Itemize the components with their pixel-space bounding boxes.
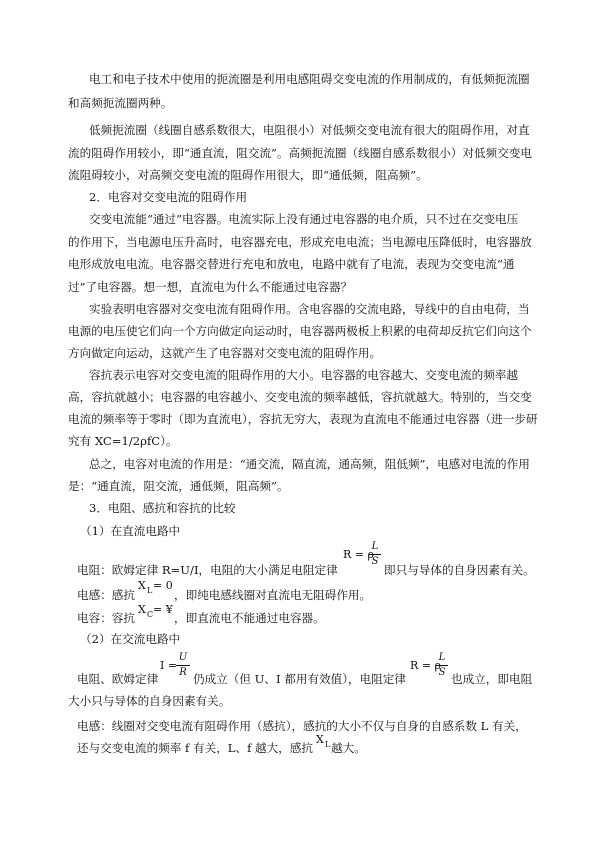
ac-inductance-line-2: 还与交变电流的频率 f 有关，L、f 越大，感抗	[77, 741, 314, 755]
ac-ohm-frac-bar	[176, 665, 190, 666]
dc-resistance-tail: 即只与导体的自身因素有关。	[384, 563, 535, 577]
ac-resistance-formula-lhs: R = ρ	[410, 659, 441, 672]
ac-ohm-frac-den: R	[179, 667, 187, 678]
dc-inductance-text: 电感：感抗	[77, 588, 135, 602]
dc-subheading: （1）在直流电路中	[80, 524, 181, 538]
section-heading-2: 2．电容对交变电流的阻碍作用	[89, 190, 248, 204]
intro-line-1: 电工和电子技术中使用的扼流圈是利用电感阻碍交变电流的作用制成的，有低频扼流圈	[89, 72, 530, 86]
section-heading-3: 3．电阻、感抗和容抗的比较	[89, 501, 236, 515]
ac-inductance-subscript: L	[325, 740, 331, 749]
dc-capacitance-text: 电容：容抗	[77, 611, 135, 625]
low-high-line-2: 流的阻碍作用较小，即“通直流，阻交流”。高频扼流圈（线圈自感系数很小）对低频交变电	[68, 146, 533, 160]
pass-line-1: 交变电流能“通过”电容器。电流实际上没有通过电容器的电介质，只不过在交变电压	[89, 212, 519, 226]
dc-inductance-symbol: X	[138, 579, 146, 592]
experiment-line-2: 电源的电压使它们向一个方向做定向运动时，电容器两极板上积累的电荷却反抗它们向这个	[68, 324, 532, 338]
ac-ohm-lhs: I =	[160, 659, 178, 672]
ac-resistance-frac-num: L	[438, 652, 446, 663]
pass-line-3: 电形成放电电流。电容器交替进行充电和放电，电路中就有了电流，表现为交变电流“通	[68, 257, 515, 271]
dc-capacitance-tail: ，即直流电不能通过电容器。	[174, 611, 325, 625]
intro-line-2: 和高频扼流圈两种。	[68, 96, 173, 110]
low-high-line-3: 流阻碍较小，对高频交变电流的阻碍作用很大，即“通低频，阻高频”。	[68, 168, 428, 182]
dc-capacitance-symbol: X	[138, 603, 146, 616]
ac-resistance-line-2: 大小只与导体的自身因素有关。	[68, 694, 231, 708]
ac-resistance-mid: 仍成立（但 U、I 都用有效值），电阻定律	[193, 672, 407, 686]
ac-resistance-frac-den: S	[438, 667, 446, 678]
summary-line-1: 总之，电容对电流的作用是：“通交流，隔直流，通高频，阻低频”，电感对电流的作用	[89, 457, 530, 471]
dc-resistance-frac-bar	[369, 554, 381, 555]
ac-inductance-line-1: 电感：线圈对交变电流有阻碍作用（感抗），感抗的大小不仅与自身的自感系数 L 有关，	[77, 719, 527, 733]
summary-line-2: 是：“通直流，阻交流，通低频，阻高频”。	[68, 479, 289, 493]
reactance-line-4: 究有 XC=1/2ρfC）。	[68, 434, 178, 448]
ac-inductance-tail: 越大。	[331, 741, 366, 755]
dc-capacitance-value: = ¥	[153, 603, 173, 616]
dc-resistance-frac-num: L	[371, 541, 379, 552]
ac-subheading: （2）在交流电路中	[80, 632, 181, 646]
experiment-line-1: 实验表明电容器对交变电流有阻碍作用。含电容器的交流电路，导线中的自由电荷，当	[89, 302, 530, 316]
dc-inductance-value: = 0	[153, 579, 173, 592]
experiment-line-3: 方向做定向运动，这就产生了电容器对交变电流的阻碍作用。	[68, 346, 382, 360]
dc-inductance-tail: ，即纯电感线圈对直流电无阻碍作用。	[174, 588, 372, 602]
dc-resistance-formula-lhs: R = ρ	[343, 548, 374, 561]
ac-resistance-tail: 也成立，即电阻	[451, 672, 533, 686]
pass-line-4: 过”了电容器。想一想，直流电为什么不能通过电容器？	[68, 280, 353, 294]
ac-resistance-frac-bar	[436, 665, 448, 666]
dc-capacitance-subscript: C	[147, 610, 154, 619]
pass-line-2: 的作用下，当电源电压升高时，电容器充电，形成充电电流；当电源电压降低时，电容器放	[68, 235, 532, 249]
reactance-line-2: 高，容抗就越小；电容器的电容越小、交变电流的频率越低，容抗就越大。特别的，当交变	[68, 390, 532, 404]
dc-resistance-frac-den: S	[371, 556, 379, 567]
ac-resistance-text: 电阻、欧姆定律	[77, 672, 159, 686]
dc-inductance-subscript: L	[147, 586, 153, 595]
ac-ohm-frac-num: U	[178, 652, 188, 663]
dc-resistance-text: 电阻：欧姆定律 R=U/I，电阻的大小满足电阻定律	[77, 563, 338, 577]
reactance-line-1: 容抗表示电容对交变电流的阻碍作用的大小。电容器的电容越大、交变电流的频率越	[89, 368, 518, 382]
reactance-line-3: 电流的频率等于零时（即为直流电），容抗无穷大，表现为直流电不能通过电容器（进一步研	[68, 412, 538, 426]
ac-inductance-symbol: X	[316, 733, 324, 746]
low-high-line-1: 低频扼流圈（线圈自感系数很大，电阻很小）对低频交变电流有很大的阻碍作用，对直	[89, 123, 530, 137]
